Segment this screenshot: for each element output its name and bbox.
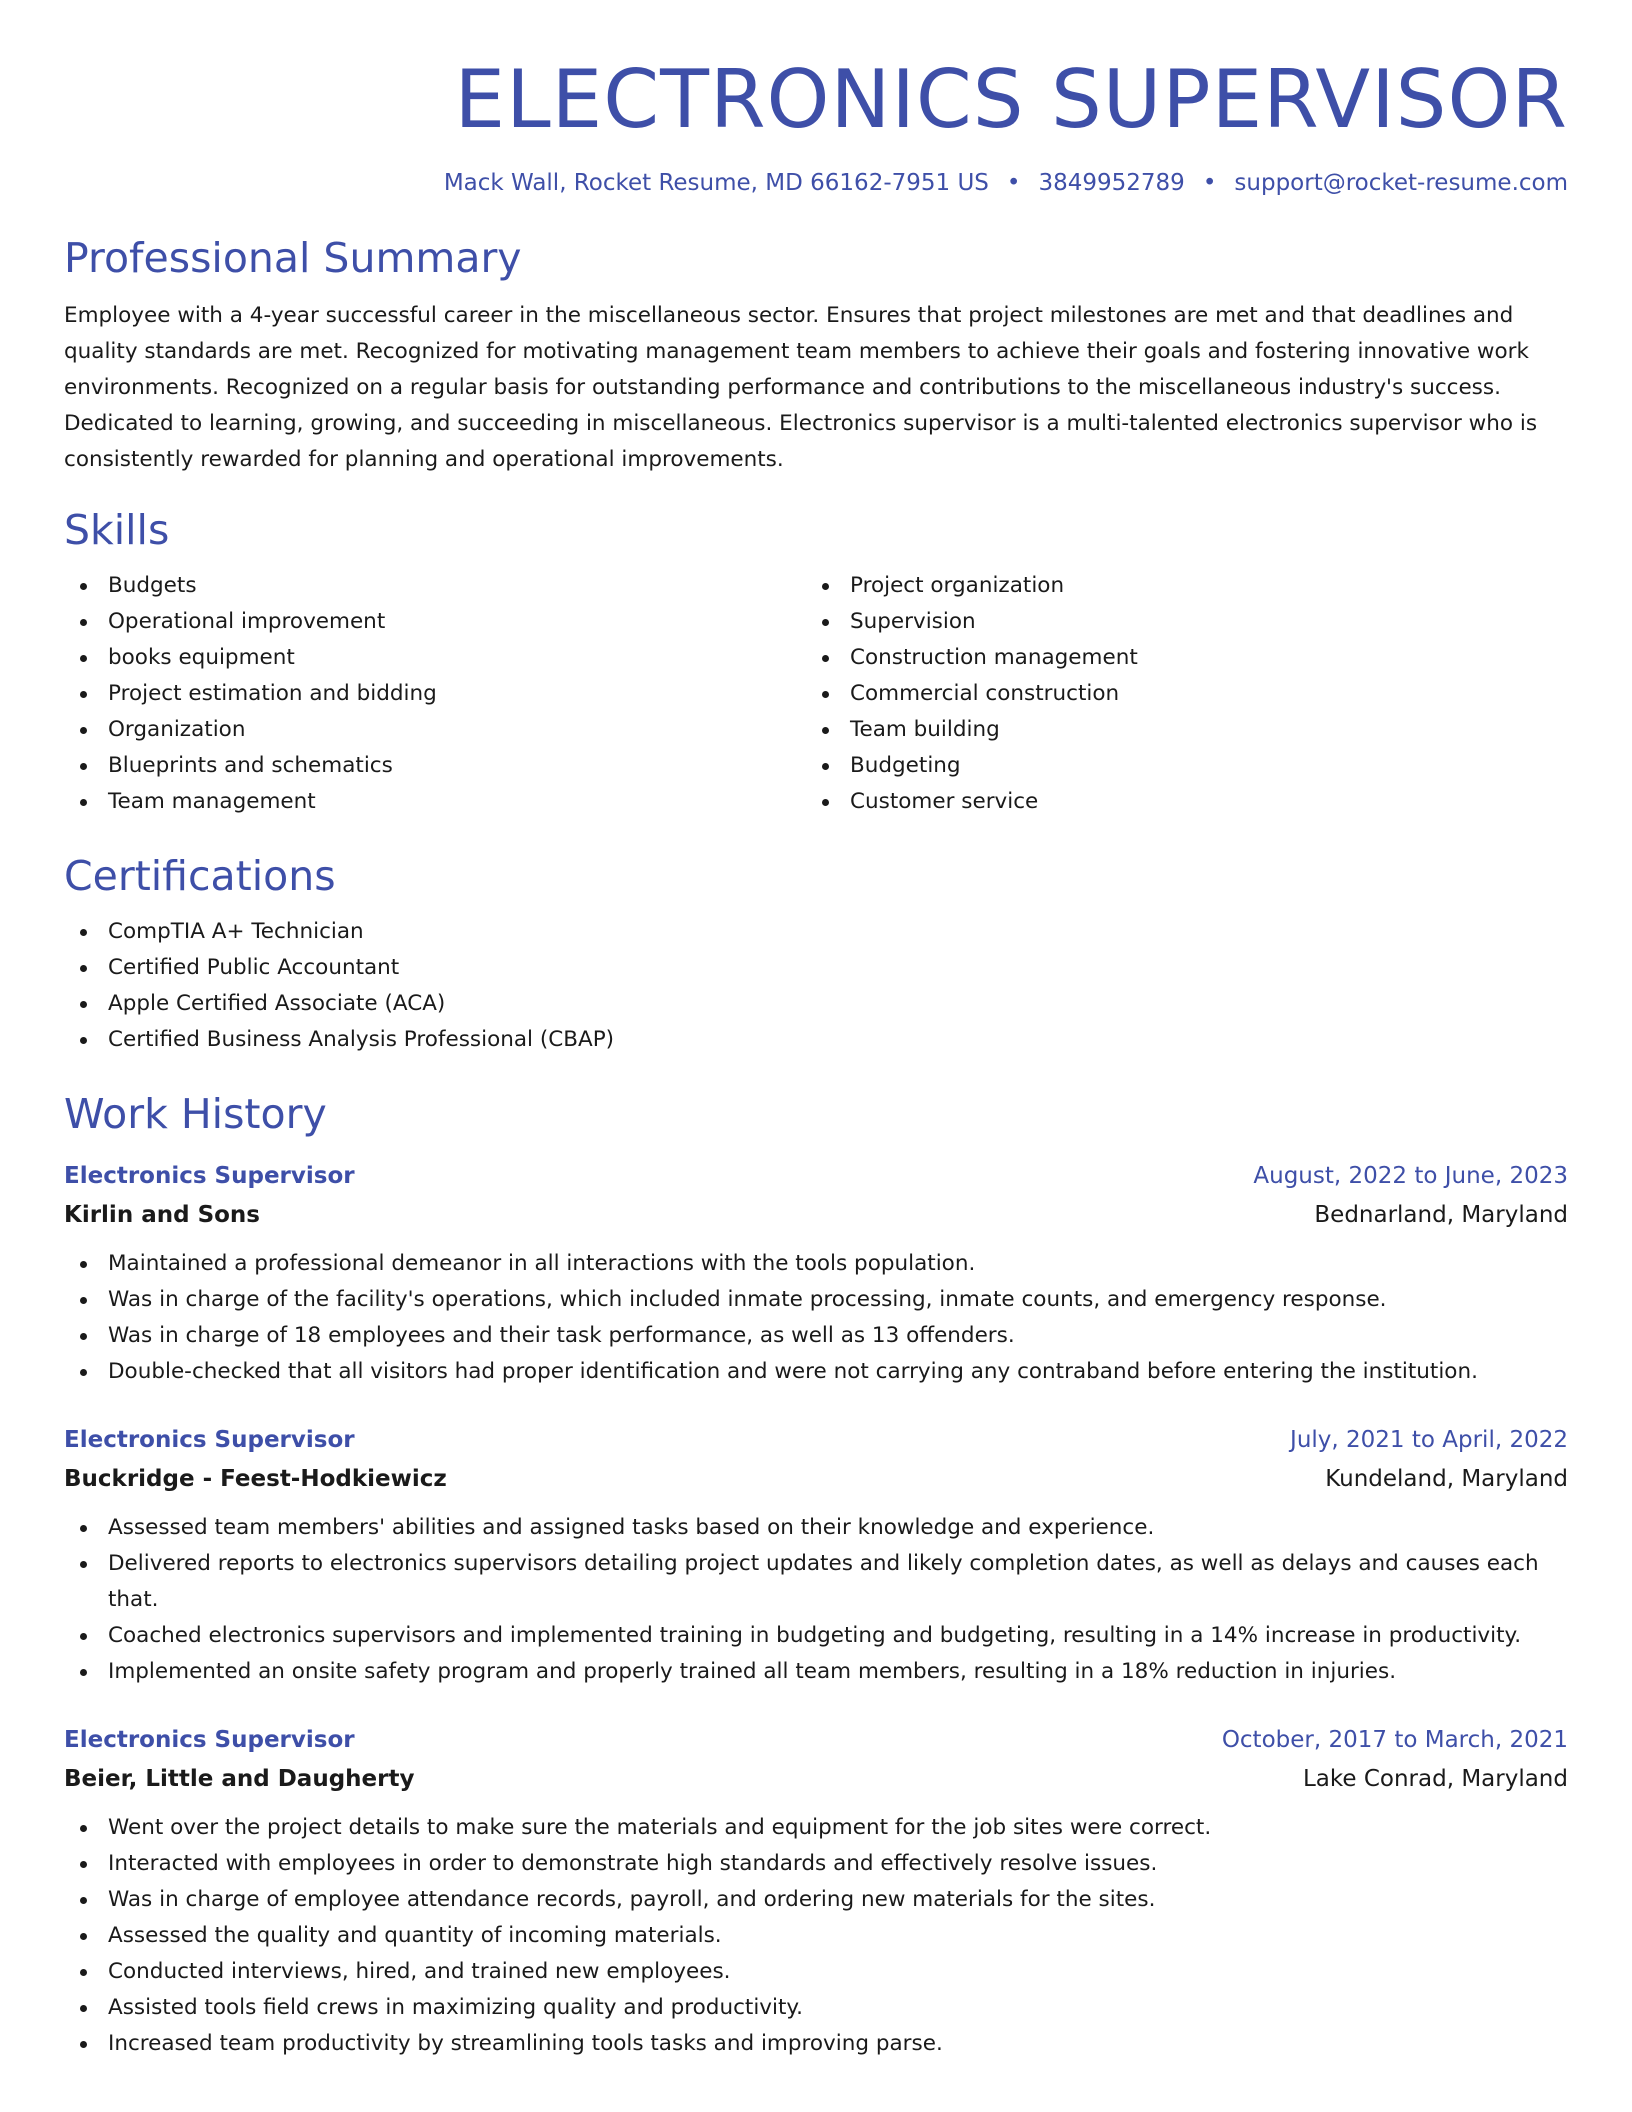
skills-list-right [806,568,1548,820]
job-bullet-list [64,1246,1568,1390]
summary-heading: Professional Summary [64,234,522,282]
skill-item: Project estimation and bidding [64,676,806,712]
resume-page [64,48,1568,2062]
job-location: Lake Conrad, Maryland [1302,1766,1568,1792]
skill-item: Team building [806,712,1548,748]
job-entry [64,1420,1568,1690]
resume-name: ELECTRONICS SUPERVISOR [454,53,1568,146]
summary-text: Employee with a 4-year successful career in the miscellaneous sector. Ensures that project milestones are met and that deadlines and quality standards are met. Recognized for motivating management team members to achieve their goals and fostering innovative work environments. Recognized on a regular basis for outstanding performance and contributions to the miscellaneous industry's success. Dedicated to learning, growing, and succeeding in miscellaneous. Electronics supervisor is a multi-talented electronics supervisor who is consistently rewarded for planning and operational improvements. [64,303,1538,472]
skills-heading: Skills [64,506,170,554]
job-bullet-list [64,1810,1568,2062]
skill-item: Commercial construction [806,676,1548,712]
work-history-heading: Work History [64,1090,327,1138]
certification-item: Certified Public Accountant [64,950,1568,986]
job-bullet: Implemented an onsite safety program and properly trained all team members, resulting in a 18% reduction in injuries. [64,1654,1568,1690]
job-company-row [64,1196,1568,1234]
job-bullet: Maintained a professional demeanor in all interactions with the tools population. [64,1246,1568,1282]
job-bullet: Went over the project details to make sure the materials and equipment for the job sites were correct. [64,1810,1568,1846]
job-title: Electronics Supervisor [64,1163,355,1189]
job-dates: July, 2021 to April, 2022 [1290,1427,1568,1453]
skill-item: Supervision [806,604,1548,640]
job-bullet: Double-checked that all visitors had proper identification and were not carrying any contraband before entering the institution. [64,1354,1568,1390]
job-title: Electronics Supervisor [64,1727,355,1753]
job-title: Electronics Supervisor [64,1427,355,1453]
skill-item: Customer service [806,784,1548,820]
contact-line [64,168,1568,198]
job-bullet-list [64,1510,1568,1690]
contact-phone: 3849952789 [1038,170,1185,196]
job-company: Beier, Little and Daugherty [64,1766,415,1792]
job-location: Kundeland, Maryland [1325,1466,1568,1492]
contact-separator: • [1202,170,1217,196]
job-company-row [64,1460,1568,1498]
job-bullet: Was in charge of 18 employees and their task performance, as well as 13 offenders. [64,1318,1568,1354]
job-bullet: Was in charge of the facility's operations, which included inmate processing, inmate counts, and emergency response. [64,1282,1568,1318]
skill-item: Budgets [64,568,806,604]
job-location: Bednarland, Maryland [1314,1202,1568,1228]
job-dates: August, 2022 to June, 2023 [1253,1163,1568,1189]
job-bullet: Assessed team members' abilities and assigned tasks based on their knowledge and experience. [64,1510,1568,1546]
skill-item: Construction management [806,640,1548,676]
job-bullet: Interacted with employees in order to demonstrate high standards and effectively resolve issues. [64,1846,1568,1882]
job-bullet: Assessed the quality and quantity of incoming materials. [64,1918,1568,1954]
skill-item: Blueprints and schematics [64,748,806,784]
job-bullet: Delivered reports to electronics supervisors detailing project updates and likely completion dates, as well as delays and causes each that. [64,1546,1568,1618]
job-bullet: Coached electronics supervisors and implemented training in budgeting and budgeting, resulting in a 14% increase in productivity. [64,1618,1568,1654]
job-company: Kirlin and Sons [64,1202,260,1228]
job-bullet: Assisted tools field crews in maximizing quality and productivity. [64,1990,1568,2026]
skills-list-left [64,568,806,820]
skill-item: books equipment [64,640,806,676]
job-entry [64,1720,1568,2062]
resume-header [64,48,1568,198]
skill-item: Project organization [806,568,1548,604]
job-bullet: Conducted interviews, hired, and trained new employees. [64,1954,1568,1990]
skill-item: Team management [64,784,806,820]
job-dates: October, 2017 to March, 2021 [1221,1727,1568,1753]
contact-email: support@rocket-resume.com [1234,170,1568,196]
job-bullet: Was in charge of employee attendance records, payroll, and ordering new materials for the sites. [64,1882,1568,1918]
certification-item: CompTIA A+ Technician [64,914,1568,950]
skill-item: Organization [64,712,806,748]
job-title-row [64,1156,1568,1196]
certification-item: Certified Business Analysis Professional (CBAP) [64,1022,1568,1058]
certifications-heading: Certifications [64,852,336,900]
job-entry [64,1156,1568,1390]
skill-item: Operational improvement [64,604,806,640]
skills-columns [64,568,1568,820]
job-bullet: Increased team productivity by streamlining tools tasks and improving parse. [64,2026,1568,2062]
certification-item: Apple Certified Associate (ACA) [64,986,1568,1022]
contact-address: Mack Wall, Rocket Resume, MD 66162-7951 US [443,170,989,196]
certifications-list [64,914,1568,1058]
skill-item: Budgeting [806,748,1548,784]
job-company-row [64,1760,1568,1798]
contact-separator: • [1006,170,1021,196]
job-title-row [64,1420,1568,1460]
job-title-row [64,1720,1568,1760]
job-company: Buckridge - Feest-Hodkiewicz [64,1466,447,1492]
